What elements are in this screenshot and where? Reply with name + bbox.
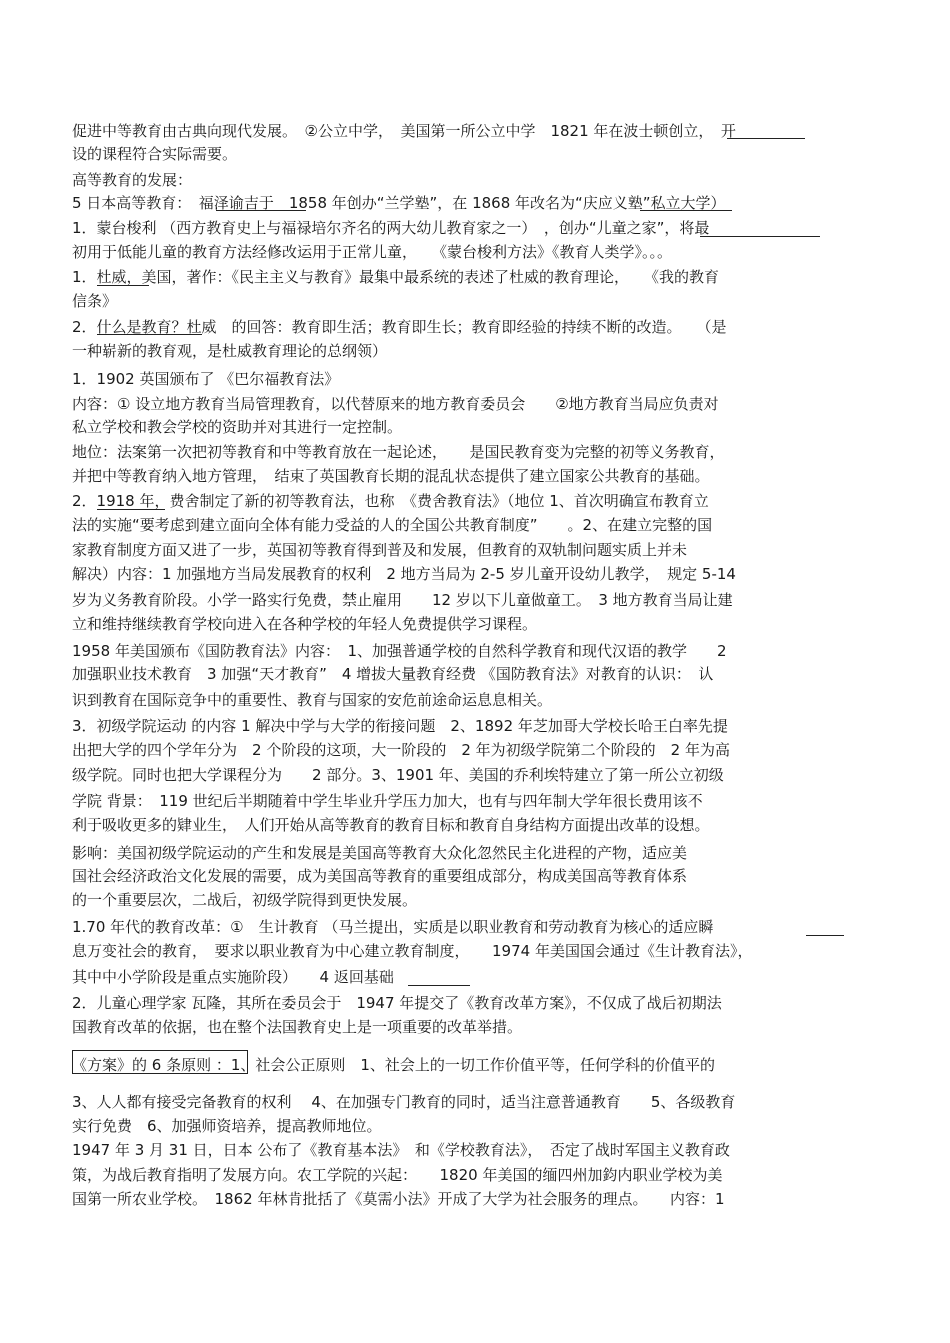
text-line: 立和维持继续教育学校向进入在各种学校的年轻人免费提供学习课程。 — [72, 615, 538, 633]
underline-mark — [727, 138, 805, 139]
text-line: 国教育改革的依据，也在整个法国教育史上是一项重要的改革举措。 — [72, 1018, 523, 1036]
text-line: 法的实施“要考虑到建立面向全体有能力受益的人的全国公共教育制度” 。2、在建立完整的国 — [72, 516, 713, 534]
text-line: 并把中等教育纳入地方管理， 结束了英国教育长期的混乱状态提供了建立国家公共教育的基础。 — [72, 467, 710, 485]
text-line: 内容：① 设立地方教育当局管理教育，以代替原来的地方教育委员会 ②地方教育当局应负责对 — [72, 395, 719, 413]
underline-mark — [97, 334, 202, 335]
text-line: 信条》 — [72, 292, 118, 310]
underline-mark — [408, 985, 470, 986]
text-line: 息万变社会的教育， 要求以职业教育为中心建立教育制度， 1974 年美国国会通过《生计教育法》， — [72, 942, 753, 960]
text-line: 的一个重要层次，二战后，初级学院得到更快发展。 — [72, 891, 418, 909]
text-line: 5 日本高等教育： 福泽谕吉于 1858 年创办“兰学塾”，在 1868 年改名为“庆应义塾”私立大学） — [72, 194, 726, 212]
text-line: 《方案》的 6 条原则 ：1、社会公正原则 1、社会上的一切工作价值平等，任何学科的价值平的 — [72, 1056, 715, 1074]
text-line: 策，为战后教育指明了发展方向。农工学院的兴起： 1820 年美国的缅四州加鈞内职业学校为美 — [72, 1166, 723, 1184]
text-line: 解决）内容：1 加强地方当局发展教育的权利 2 地方当局为 2-5 岁儿童开设幼儿教学， 规定 5-14 — [72, 565, 736, 583]
text-line: 2．什么是教育？杜威 的回答：教育即生活；教育即生长；教育即经验的持续不断的改造。 （是 — [72, 318, 727, 336]
text-line: 级学院。同时也把大学课程分为 2 部分。3、1901 年、美国的乔利埃特建立了第一所公立初级 — [72, 766, 724, 784]
text-line: 出把大学的四个学年分为 2 个阶段的这项，大一阶段的 2 年为初级学院第二个阶段的 2 年为高 — [72, 741, 730, 759]
text-line: 设的课程符合实际需要。 — [72, 145, 238, 163]
text-line: 初用于低能儿童的教育方法经修改运用于正常儿童， 《蒙台梭利方法》《教育人类学》。。。 — [72, 243, 673, 261]
text-line: 高等教育的发展： — [72, 171, 193, 189]
text-line: 1947 年 3 月 31 日，日本 公布了《教育基本法》 和《学校教育法》， 否定了战时军国主义教育政 — [72, 1141, 730, 1159]
text-line: 家教育制度方面又进了一步，英国初等教育得到普及和发展，但教育的双轨制问题实质上并未 — [72, 541, 688, 559]
text-line: 1.70 年代的教育改革：① 生计教育 （马兰提出，实质是以职业教育和劳动教育为核心的适应瞬 — [72, 918, 714, 936]
text-line: 岁为义务教育阶段。小学一路实行免费，禁止雇用 12 岁以下儿童做童工。 3 地方教育当局让建 — [72, 591, 733, 609]
principles-label-box — [72, 1050, 248, 1074]
underline-mark — [216, 210, 306, 211]
text-line: 私立学校和教会学校的资助并对其进行一定控制。 — [72, 418, 403, 436]
text-line: 1958 年美国颁布《国防教育法》内容： 1、加强普通学校的自然科学教育和现代汉语的教学 2 — [72, 642, 727, 660]
underline-mark — [97, 285, 149, 286]
text-line: 1．蒙台梭利 （西方教育史上与福禄培尔齐名的两大幼儿教育家之一） ，创办“儿童之家”，将最 — [72, 219, 710, 237]
underline-mark — [97, 509, 165, 510]
text-line: 国社会经济政治文化发展的需要，成为美国高等教育的重要组成部分，构成美国高等教育体系 — [72, 867, 688, 885]
text-line: 其中中小学阶段是重点实施阶段） 4 返回基础 — [72, 968, 394, 986]
text-line: 2．儿童心理学家 瓦隆，其所在委员会于 1947 年提交了《教育改革方案》，不仅成了战后初期法 — [72, 994, 722, 1012]
text-line: 学院 背景： 119 世纪后半期随着中学生毕业升学压力加大，也有与四年制大学年很长费用该不 — [72, 792, 703, 810]
text-line: 识到教育在国际竞争中的重要性、教育与国家的安危前途命运息息相关。 — [72, 691, 553, 709]
underline-mark — [700, 236, 820, 237]
text-line: 利于吸收更多的肄业生， 人们开始从高等教育的教育目标和教育自身结构方面提出改革的设想。 — [72, 816, 710, 834]
text-line: 国第一所农业学校。 1862 年林肯批括了《莫需小法》开成了大学为社会服务的理点。 内容：1 — [72, 1190, 725, 1208]
text-line: 一种崭新的教育观，是杜威教育理论的总纲领） — [72, 342, 388, 360]
underline-mark — [640, 210, 732, 211]
text-line: 促进中等教育由古典向现代发展。 ②公立中学， 美国第一所公立中学 1821 年在波士顿创立， 开 — [72, 122, 736, 140]
text-line: 地位：法案第一次把初等教育和中等教育放在一起论述， 是国民教育变为完整的初等义务教育， — [72, 443, 725, 461]
text-line: 3．初级学院运动 的内容 1 解决中学与大学的衔接问题 2、1892 年芝加哥大学校长哈王白率先提 — [72, 717, 728, 735]
text-line: 2．1918 年，费舍制定了新的初等教育法，也称 《费舍教育法》（地位 1、首次明确宣布教育立 — [72, 492, 709, 510]
text-line: 1．1902 英国颁布了 《巴尔福教育法》 — [72, 370, 340, 388]
text-line: 1．杜威，美国，著作：《民主主义与教育》最集中最系统的表述了杜威的教育理论， 《我的教育 — [72, 268, 720, 286]
underline-mark — [806, 935, 844, 936]
text-line: 实行免费 6、加强师资培养，提高教师地位。 — [72, 1117, 382, 1135]
text-line: 影响：美国初级学院运动的产生和发展是美国高等教育大众化忽然民主化进程的产物，适应美 — [72, 844, 688, 862]
text-line: 3、人人都有接受完备教育的权利 4、在加强专门教育的同时，适当注意普通教育 5、各级教育 — [72, 1093, 736, 1111]
text-line: 加强职业技术教育 3 加强“天才教育” 4 增拔大量教育经费 《国防教育法》对教育的认识： 认 — [72, 665, 714, 683]
